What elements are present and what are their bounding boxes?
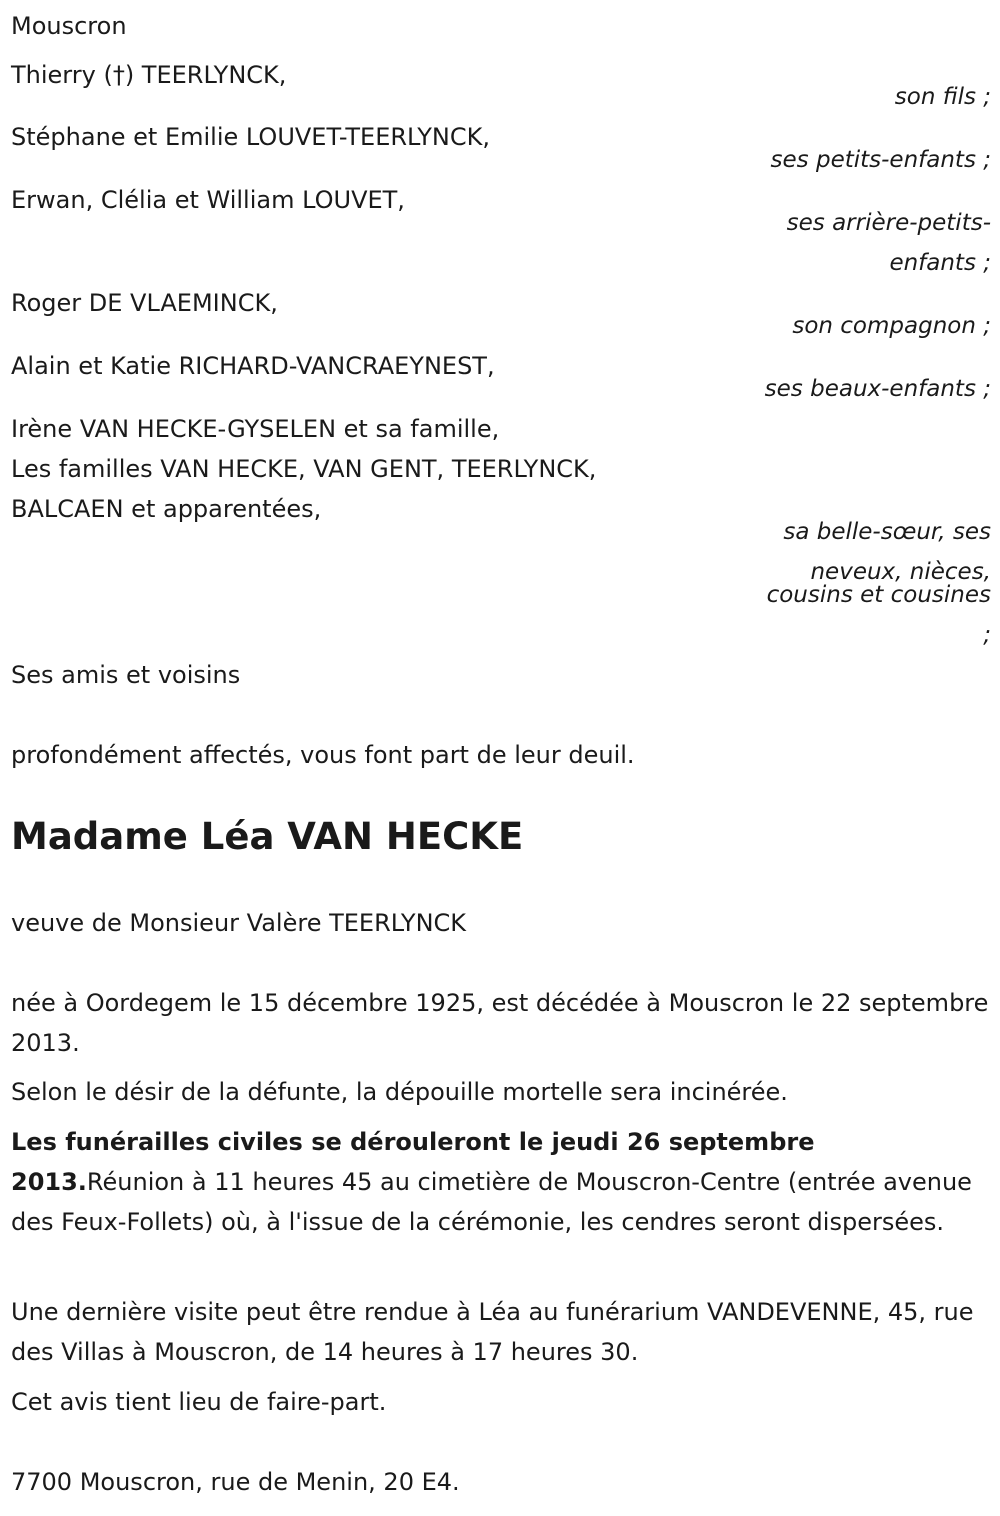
friends-line: Ses amis et voisins	[11, 661, 241, 689]
family-relation-stepchildren: ses beaux-enfants ;	[764, 376, 991, 402]
family-relation-grandchildren: ses petits-enfants ;	[770, 147, 991, 173]
family-names-great-grandchildren: Erwan, Clélia et William LOUVET,	[11, 186, 405, 214]
family-names-companion: Roger DE VLAEMINCK,	[11, 289, 278, 317]
address-line: 7700 Mouscron, rue de Menin, 20 E4.	[11, 1468, 460, 1496]
family-relation-relatives-line1: sa belle-sœur, ses	[783, 519, 991, 545]
family-names-relatives-line2: Les familles VAN HECKE, VAN GENT, TEERLYNCK,	[11, 455, 597, 483]
cremation-paragraph: Selon le désir de la défunte, la dépouille mortelle sera incinérée.	[11, 1078, 788, 1106]
family-names-relatives-line3: BALCAEN et apparentées,	[11, 495, 322, 523]
family-relation-relatives-line3: cousins et cousines	[766, 582, 991, 608]
family-names-relatives-line1: Irène VAN HECKE-GYSELEN et sa famille,	[11, 415, 500, 443]
family-relation-relatives-line2: neveux, nièces,	[810, 559, 991, 585]
family-relation-great-grandchildren-line1: ses arrière-petits-	[786, 210, 991, 236]
notice-paragraph: Cet avis tient lieu de faire-part.	[11, 1388, 387, 1416]
family-relation-son: son fils ;	[894, 84, 991, 110]
family-names-stepchildren: Alain et Katie RICHARD-VANCRAEYNEST,	[11, 352, 495, 380]
family-relation-companion: son compagnon ;	[792, 313, 991, 339]
family-names-son: Thierry (†) TEERLYNCK,	[11, 61, 287, 89]
visit-paragraph: Une dernière visite peut être rendue à Léa au funérarium VANDEVENNE, 45, rue des Villas à Mouscron, de 14 heures à 17 heures 30.	[11, 1298, 974, 1366]
funeral-date-bold: Les funérailles civiles se dérouleront le jeudi 26 septembre 2013.	[11, 1128, 815, 1196]
family-names-grandchildren: Stéphane et Emilie LOUVET-TEERLYNCK,	[11, 123, 490, 151]
funeral-details: Réunion à 11 heures 45 au cimetière de Mouscron-Centre (entrée avenue des Feux-Follets) où, à l'issue de la cérémonie, les cendres seront dispersées.	[11, 1168, 972, 1236]
family-relation-relatives-line4: ;	[983, 622, 991, 648]
born-died-paragraph: née à Oordegem le 15 décembre 1925, est décédée à Mouscron le 22 septembre 2013.	[11, 989, 989, 1057]
announcement-line: profondément affectés, vous font part de leur deuil.	[11, 741, 635, 769]
funeral-paragraph	[11, 1122, 991, 1242]
deceased-name: Madame Léa VAN HECKE	[11, 815, 524, 858]
family-relation-great-grandchildren-line2: enfants ;	[889, 250, 991, 276]
city-heading: Mouscron	[11, 12, 127, 40]
widow-of-line: veuve de Monsieur Valère TEERLYNCK	[11, 909, 467, 937]
